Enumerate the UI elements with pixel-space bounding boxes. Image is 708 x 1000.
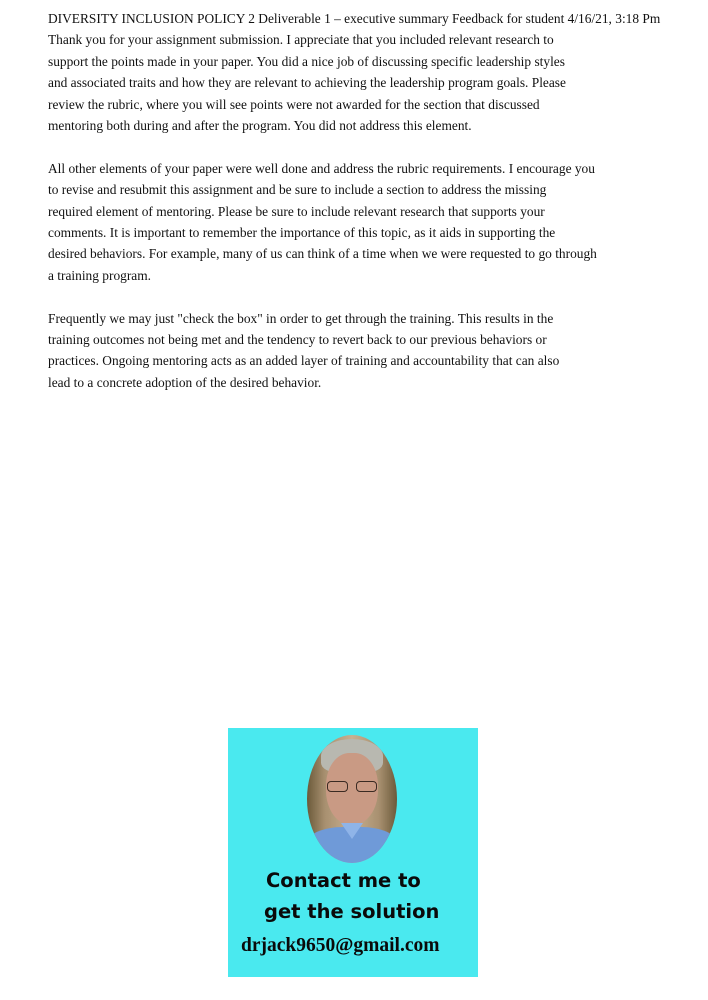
paragraph-1 bbox=[48, 29, 708, 136]
paragraph-line: All other elements of your paper were well done and address the rubric requirements. I encourage you bbox=[48, 160, 595, 176]
paragraph-line: to revise and resubmit this assignment and be sure to include a section to address the missing bbox=[48, 182, 547, 198]
paragraph-2 bbox=[48, 158, 708, 286]
glasses-icon bbox=[327, 781, 377, 793]
paragraph-line: review the rubric, where you will see points were not awarded for the section that discussed bbox=[48, 96, 540, 112]
document-body bbox=[48, 8, 708, 415]
paragraph-line: Frequently we may just "check the box" in order to get through the training. This results in the bbox=[48, 310, 554, 326]
paragraph-line: comments. It is important to remember the importance of this topic, as it aids in supporting the bbox=[48, 225, 556, 241]
paragraph-line: practices. Ongoing mentoring acts as an added layer of training and accountability that can also bbox=[48, 353, 560, 369]
paragraph-line: and associated traits and how they are relevant to achieving the leadership program goals. Please bbox=[48, 75, 566, 91]
paragraph-line: training outcomes not being met and the tendency to revert back to our previous behaviors or bbox=[48, 332, 547, 348]
contact-promo-banner bbox=[228, 728, 478, 977]
paragraph-line: lead to a concrete adoption of the desired behavior. bbox=[48, 374, 322, 390]
portrait-photo bbox=[307, 735, 397, 863]
paragraph-line: mentoring both during and after the program. You did not address this element. bbox=[48, 118, 472, 134]
paragraph-line: required element of mentoring. Please be sure to include relevant research that supports your bbox=[48, 203, 545, 219]
document-header: DIVERSITY INCLUSION POLICY 2 Deliverable 1 – executive summary Feedback for student 4/16/21, 3:18 Pm bbox=[48, 11, 661, 26]
promo-heading-line-2: get the solution bbox=[264, 900, 440, 923]
paragraph-line: desired behaviors. For example, many of us can think of a time when we were requested to go through bbox=[48, 246, 597, 262]
promo-heading-line-1: Contact me to bbox=[266, 869, 421, 892]
paragraph-line: Thank you for your assignment submission. I appreciate that you included relevant research to bbox=[48, 32, 554, 48]
paragraph-line: support the points made in your paper. You did a nice job of discussing specific leadership styles bbox=[48, 53, 565, 69]
paragraph-line: a training program. bbox=[48, 267, 151, 283]
paragraph-3 bbox=[48, 308, 708, 394]
promo-email: drjack9650@gmail.com bbox=[241, 935, 440, 956]
